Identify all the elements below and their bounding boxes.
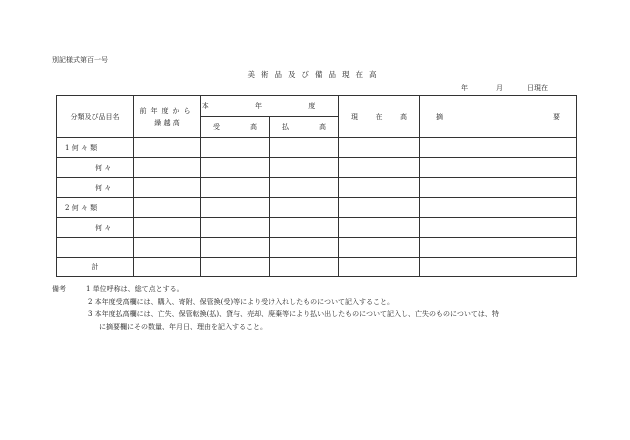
- header-paid: [270, 117, 339, 138]
- row-label: 何 々: [57, 178, 134, 198]
- header-remarks: [420, 96, 577, 138]
- date-line: [461, 85, 548, 92]
- table-row: [57, 218, 577, 238]
- row-label: 1 何 々 類: [57, 138, 134, 158]
- header-current-wrap: [339, 112, 419, 122]
- table-row: [57, 198, 577, 218]
- header-received-a: 受: [213, 123, 220, 131]
- notes-heading: 備考: [52, 285, 66, 293]
- header-current-b: 在: [375, 112, 383, 121]
- document-title: 美術品及び備品現在高: [247, 70, 383, 79]
- header-category: 分類及び品目名: [57, 96, 134, 138]
- row-label: 何 々: [57, 218, 134, 238]
- date-day-label: 日現在: [527, 84, 548, 92]
- header-current-c: 高: [400, 112, 408, 121]
- header-carried-over-line2: 繰 越 高: [154, 118, 180, 127]
- header-paid-b: 高: [319, 123, 327, 131]
- header-current-a: 現: [351, 112, 359, 121]
- header-remarks-wrap: [420, 112, 576, 122]
- header-remarks-a: 摘: [436, 112, 444, 121]
- total-label: 計: [57, 258, 134, 277]
- header-remarks-b: 要: [553, 112, 561, 121]
- row-label: 2 何 々 類: [57, 198, 134, 218]
- form-number: 別記様式第百一号: [52, 56, 108, 64]
- table-row: [57, 178, 577, 198]
- inventory-table: [56, 95, 577, 277]
- row-label: [57, 238, 134, 258]
- note-1-text: 1 単位呼称は、総て点とする。: [86, 285, 184, 293]
- table-row: [57, 138, 577, 158]
- note-1: [52, 283, 592, 296]
- header-current: [339, 96, 420, 138]
- note-2: 2 本年度受高欄には、購入、寄附、保管換(受)等により受け入れしたものについて記入すること。: [88, 297, 394, 306]
- total-row: [57, 258, 577, 277]
- header-paid-a: 払: [282, 123, 289, 131]
- row-label: 何 々: [57, 158, 134, 178]
- date-year-label: 年: [461, 84, 468, 92]
- header-carried-over: [134, 96, 201, 138]
- table-row: [57, 158, 577, 178]
- header-paid-wrap: [270, 122, 338, 132]
- header-received-b: 高: [250, 123, 257, 131]
- note-3-continued: に摘要欄にその数量、年月日、理由を記入すること。: [99, 322, 267, 331]
- header-received-wrap: [201, 122, 269, 132]
- table-row: [57, 238, 577, 258]
- note-3: 3 本年度払高欄には、亡失、保管転換(払)、貸与、売却、廃棄等により払い出したものについて記入し、亡失のものについては、特: [88, 310, 499, 318]
- date-month-label: 月: [496, 84, 503, 92]
- header-carried-over-line1: 前年度から: [139, 106, 195, 115]
- header-received: [201, 117, 270, 138]
- notes: [52, 283, 592, 333]
- header-this-year: 本 年 度: [201, 96, 339, 117]
